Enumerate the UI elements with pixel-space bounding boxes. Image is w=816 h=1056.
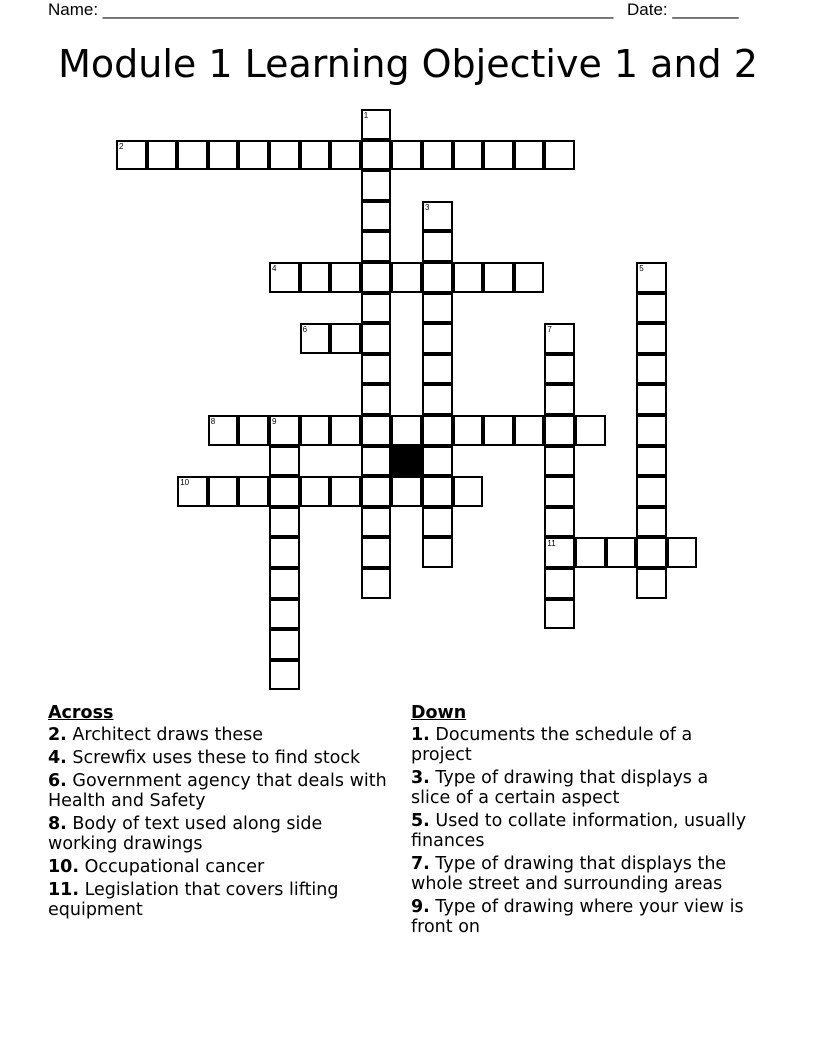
- grid-cell[interactable]: [422, 476, 453, 507]
- grid-cell[interactable]: [575, 415, 606, 446]
- grid-cell[interactable]: [361, 109, 392, 140]
- clue-number: 9.: [411, 897, 430, 917]
- grid-cell[interactable]: [636, 446, 667, 477]
- grid-cell[interactable]: [422, 537, 453, 568]
- grid-cell[interactable]: [300, 323, 331, 354]
- clue-number: 2.: [48, 725, 67, 745]
- clue-text: Documents the schedule of a project: [411, 725, 693, 765]
- clue-number: 10.: [48, 857, 80, 877]
- grid-cell[interactable]: [361, 170, 392, 201]
- grid-cell[interactable]: [361, 140, 392, 171]
- grid-cell[interactable]: [300, 415, 331, 446]
- clue-text: Type of drawing where your view is front on: [411, 897, 744, 937]
- grid-cell[interactable]: [544, 599, 575, 630]
- grid-cell[interactable]: [330, 476, 361, 507]
- grid-cell[interactable]: [147, 140, 178, 171]
- clue-number: 6.: [48, 771, 67, 791]
- grid-cell[interactable]: [544, 354, 575, 385]
- clue-text: Type of drawing that displays a slice of a certain aspect: [411, 768, 709, 808]
- grid-cell[interactable]: [391, 262, 422, 293]
- grid-cell[interactable]: [636, 293, 667, 324]
- clue-text: Government agency that deals with Health and Safety: [48, 771, 387, 811]
- across-clues: [48, 703, 388, 923]
- grid-cell[interactable]: [238, 476, 269, 507]
- grid-cell[interactable]: [483, 140, 514, 171]
- grid-cell[interactable]: [269, 140, 300, 171]
- down-clue: [411, 854, 751, 894]
- clue-number: 7.: [411, 854, 430, 874]
- clue-text: Occupational cancer: [84, 857, 265, 877]
- down-clues: [411, 703, 751, 940]
- grid-cell[interactable]: [636, 568, 667, 599]
- grid-cell[interactable]: [453, 262, 484, 293]
- across-heading: Across: [48, 703, 114, 723]
- grid-cell[interactable]: [453, 476, 484, 507]
- grid-cell[interactable]: [391, 415, 422, 446]
- grid-cell[interactable]: [208, 140, 239, 171]
- across-clue: [48, 771, 388, 811]
- grid-cell[interactable]: [361, 384, 392, 415]
- grid-cell[interactable]: [208, 476, 239, 507]
- grid-cell[interactable]: [269, 476, 300, 507]
- grid-cell[interactable]: [453, 415, 484, 446]
- grid-cell[interactable]: [422, 262, 453, 293]
- cell-number: 2: [119, 141, 124, 151]
- grid-cell[interactable]: [238, 415, 269, 446]
- grid-cell[interactable]: [575, 537, 606, 568]
- grid-cell[interactable]: [361, 446, 392, 477]
- grid-cell[interactable]: [361, 476, 392, 507]
- cell-number: 6: [302, 325, 308, 335]
- date-field-label: Date: _______: [627, 0, 739, 19]
- grid-cell[interactable]: [544, 384, 575, 415]
- grid-cell[interactable]: [269, 629, 300, 660]
- grid-cell[interactable]: [544, 140, 575, 171]
- grid-cell[interactable]: [361, 507, 392, 538]
- clue-number: 5.: [411, 811, 430, 831]
- grid-cell[interactable]: [300, 262, 331, 293]
- name-field-label: Name: ______________________________________________________: [48, 0, 614, 19]
- clue-text: Screwfix uses these to find stock: [72, 748, 361, 768]
- grid-cell[interactable]: [514, 140, 545, 171]
- down-clue: [411, 811, 751, 851]
- down-clue: [411, 725, 751, 765]
- grid-cell[interactable]: [636, 476, 667, 507]
- black-cell: [391, 446, 422, 477]
- grid-cell[interactable]: [269, 599, 300, 630]
- grid-cell[interactable]: [514, 415, 545, 446]
- grid-cell[interactable]: [300, 476, 331, 507]
- grid-cell[interactable]: [544, 323, 575, 354]
- clue-number: 8.: [48, 814, 67, 834]
- grid-cell[interactable]: [453, 140, 484, 171]
- cell-number: 10: [180, 478, 190, 488]
- clue-text: Legislation that covers lifting equipment: [48, 880, 339, 920]
- clue-text: Used to collate information, usually finances: [411, 811, 747, 851]
- grid-cell[interactable]: [422, 293, 453, 324]
- grid-cell[interactable]: [544, 568, 575, 599]
- grid-cell[interactable]: [636, 507, 667, 538]
- down-heading: Down: [411, 703, 467, 723]
- grid-cell[interactable]: [544, 415, 575, 446]
- cell-number: 7: [547, 325, 552, 335]
- page-title: Module 1 Learning Objective 1 and 2: [58, 42, 758, 86]
- grid-cell[interactable]: [361, 323, 392, 354]
- grid-cell[interactable]: [544, 446, 575, 477]
- grid-cell[interactable]: [636, 354, 667, 385]
- cell-number: 5: [639, 264, 644, 273]
- across-clue: [48, 857, 388, 877]
- across-clue: [48, 725, 388, 745]
- grid-cell[interactable]: [422, 507, 453, 538]
- grid-cell[interactable]: [269, 660, 300, 691]
- grid-cell[interactable]: [361, 415, 392, 446]
- clue-text: Type of drawing that displays the whole street and surrounding areas: [411, 854, 727, 894]
- cell-number: 1: [363, 111, 369, 120]
- grid-cell[interactable]: [116, 140, 147, 171]
- grid-cell[interactable]: [269, 446, 300, 477]
- down-clue: [411, 768, 751, 808]
- grid-cell[interactable]: [269, 507, 300, 538]
- cell-number: 4: [272, 264, 277, 273]
- grid-cell[interactable]: [636, 384, 667, 415]
- grid-cell[interactable]: [544, 476, 575, 507]
- clue-number: 4.: [48, 748, 67, 768]
- cell-number: 11: [547, 539, 556, 549]
- grid-cell[interactable]: [391, 140, 422, 171]
- grid-cell[interactable]: [330, 140, 361, 171]
- grid-cell[interactable]: [391, 476, 422, 507]
- grid-cell[interactable]: [361, 262, 392, 293]
- clue-text: Body of text used along side working drawings: [48, 814, 323, 854]
- down-clue: [411, 897, 751, 937]
- grid-cell[interactable]: [544, 537, 575, 568]
- across-clue: [48, 814, 388, 854]
- grid-cell[interactable]: [330, 415, 361, 446]
- grid-cell[interactable]: [422, 384, 453, 415]
- grid-cell[interactable]: [208, 415, 239, 446]
- grid-cell[interactable]: [483, 262, 514, 293]
- grid-cell[interactable]: [422, 323, 453, 354]
- grid-cell[interactable]: [238, 140, 269, 171]
- grid-cell[interactable]: [300, 140, 331, 171]
- grid-cell[interactable]: [606, 537, 637, 568]
- clue-number: 3.: [411, 768, 430, 788]
- grid-cell[interactable]: [269, 415, 300, 446]
- grid-cell[interactable]: [361, 354, 392, 385]
- grid-cell[interactable]: [422, 354, 453, 385]
- grid-cell[interactable]: [361, 231, 392, 262]
- grid-cell[interactable]: [544, 507, 575, 538]
- grid-cell[interactable]: [269, 262, 300, 293]
- grid-cell[interactable]: [636, 537, 667, 568]
- grid-cell[interactable]: [636, 415, 667, 446]
- cell-number: 9: [272, 417, 277, 426]
- grid-cell[interactable]: [422, 446, 453, 477]
- grid-cell[interactable]: [422, 140, 453, 171]
- grid-cell[interactable]: [330, 323, 361, 354]
- across-clue: [48, 748, 388, 768]
- grid-cell[interactable]: [422, 231, 453, 262]
- grid-cell[interactable]: [361, 568, 392, 599]
- grid-cell[interactable]: [667, 537, 698, 568]
- grid-cell[interactable]: [330, 262, 361, 293]
- grid-cell[interactable]: [269, 568, 300, 599]
- grid-cell[interactable]: [177, 140, 208, 171]
- across-clue: [48, 880, 388, 920]
- cell-number: 3: [425, 202, 430, 212]
- grid-cell[interactable]: [361, 537, 392, 568]
- grid-cell[interactable]: [177, 476, 208, 507]
- grid-cell[interactable]: [636, 262, 667, 293]
- clue-text: Architect draws these: [72, 725, 264, 745]
- grid-cell[interactable]: [483, 415, 514, 446]
- clue-number: 1.: [411, 725, 430, 745]
- grid-cell[interactable]: [514, 262, 545, 293]
- cell-number: 8: [210, 417, 216, 426]
- grid-cell[interactable]: [422, 415, 453, 446]
- grid-cell[interactable]: [361, 293, 392, 324]
- grid-cell[interactable]: [361, 201, 392, 232]
- clue-number: 11.: [48, 880, 80, 900]
- grid-cell[interactable]: [422, 201, 453, 232]
- grid-cell[interactable]: [636, 323, 667, 354]
- grid-cell[interactable]: [269, 537, 300, 568]
